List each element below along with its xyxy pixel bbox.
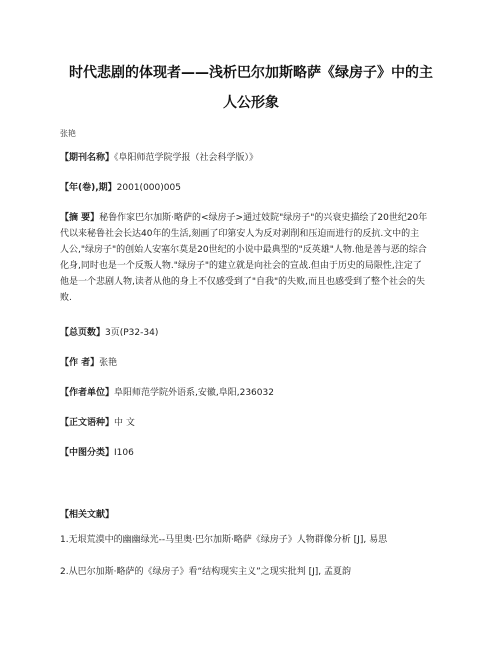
language-value: 中 文 — [114, 418, 135, 428]
clc-label: 【中图分类】 — [60, 448, 115, 458]
author-field-label: 【作 者】 — [60, 358, 100, 368]
clc-field — [60, 445, 445, 461]
author-field — [60, 355, 445, 371]
year-label: 【年(卷),期】 — [60, 183, 117, 193]
abstract-label: 【摘 要】 — [60, 213, 100, 223]
language-label: 【正文语种】 — [60, 418, 115, 428]
pages-label: 【总页数】 — [60, 328, 106, 338]
journal-value: 《阜阳师范学院学报（社会科学版）》 — [114, 153, 259, 163]
affiliation-value: 阜阳师范学院外语系,安徽,阜阳,236032 — [114, 388, 274, 398]
author-field-value: 张艳 — [99, 358, 118, 368]
pages-field — [60, 325, 445, 341]
journal-field — [60, 150, 445, 166]
document-title-line-2: 人公形象 — [223, 95, 279, 111]
clc-value: I106 — [114, 448, 134, 458]
pages-value: 3页(P32-34) — [105, 328, 159, 338]
abstract-field — [60, 210, 428, 306]
abstract-text: 秘鲁作家巴尔加斯·略萨的<绿房子>通过妓院"绿房子"的兴衰史描绘了20世纪20年代以来秘鲁社会长达40年的生活,刻画了印第安人为反对剥削和压迫而进行的反抗.文中的主人公,"绿房子"的创始人安塞尔莫是20世纪的小说中最典型的"反英雄"人物.他是善与恶的综合化身,同时也是一个反叛人物."绿房子"的建立就是向社会的宣战.但由于历史的局限性,注定了他是一个悲剧人物,读者从他的身上不仅感受到了"自我"的失败,而且也感受到了整个社会的失败. — [60, 213, 428, 303]
document-title-line-1: 时代悲剧的体现者——浅析巴尔加斯略萨《绿房子》中的主 — [69, 65, 433, 81]
affiliation-label: 【作者单位】 — [60, 388, 115, 398]
references-heading: 【相关文献】 — [60, 510, 115, 520]
reference-item-2[interactable]: 2.从巴尔加斯·略萨的《绿房子》看“结构现实主义”之现实批判 [J], 孟夏韵 — [60, 567, 352, 577]
year-value: 2001(000)005 — [116, 183, 181, 193]
reference-item-1[interactable]: 1.无垠荒漠中的幽幽绿光--马里奥·巴尔加斯·略萨《绿房子》人物群像分析 [J], 易思 — [60, 535, 388, 545]
language-field — [60, 415, 445, 431]
year-field — [60, 180, 445, 196]
journal-label: 【期刊名称】 — [60, 153, 115, 163]
author-name: 张艳 — [60, 129, 76, 138]
affiliation-field — [60, 385, 445, 401]
